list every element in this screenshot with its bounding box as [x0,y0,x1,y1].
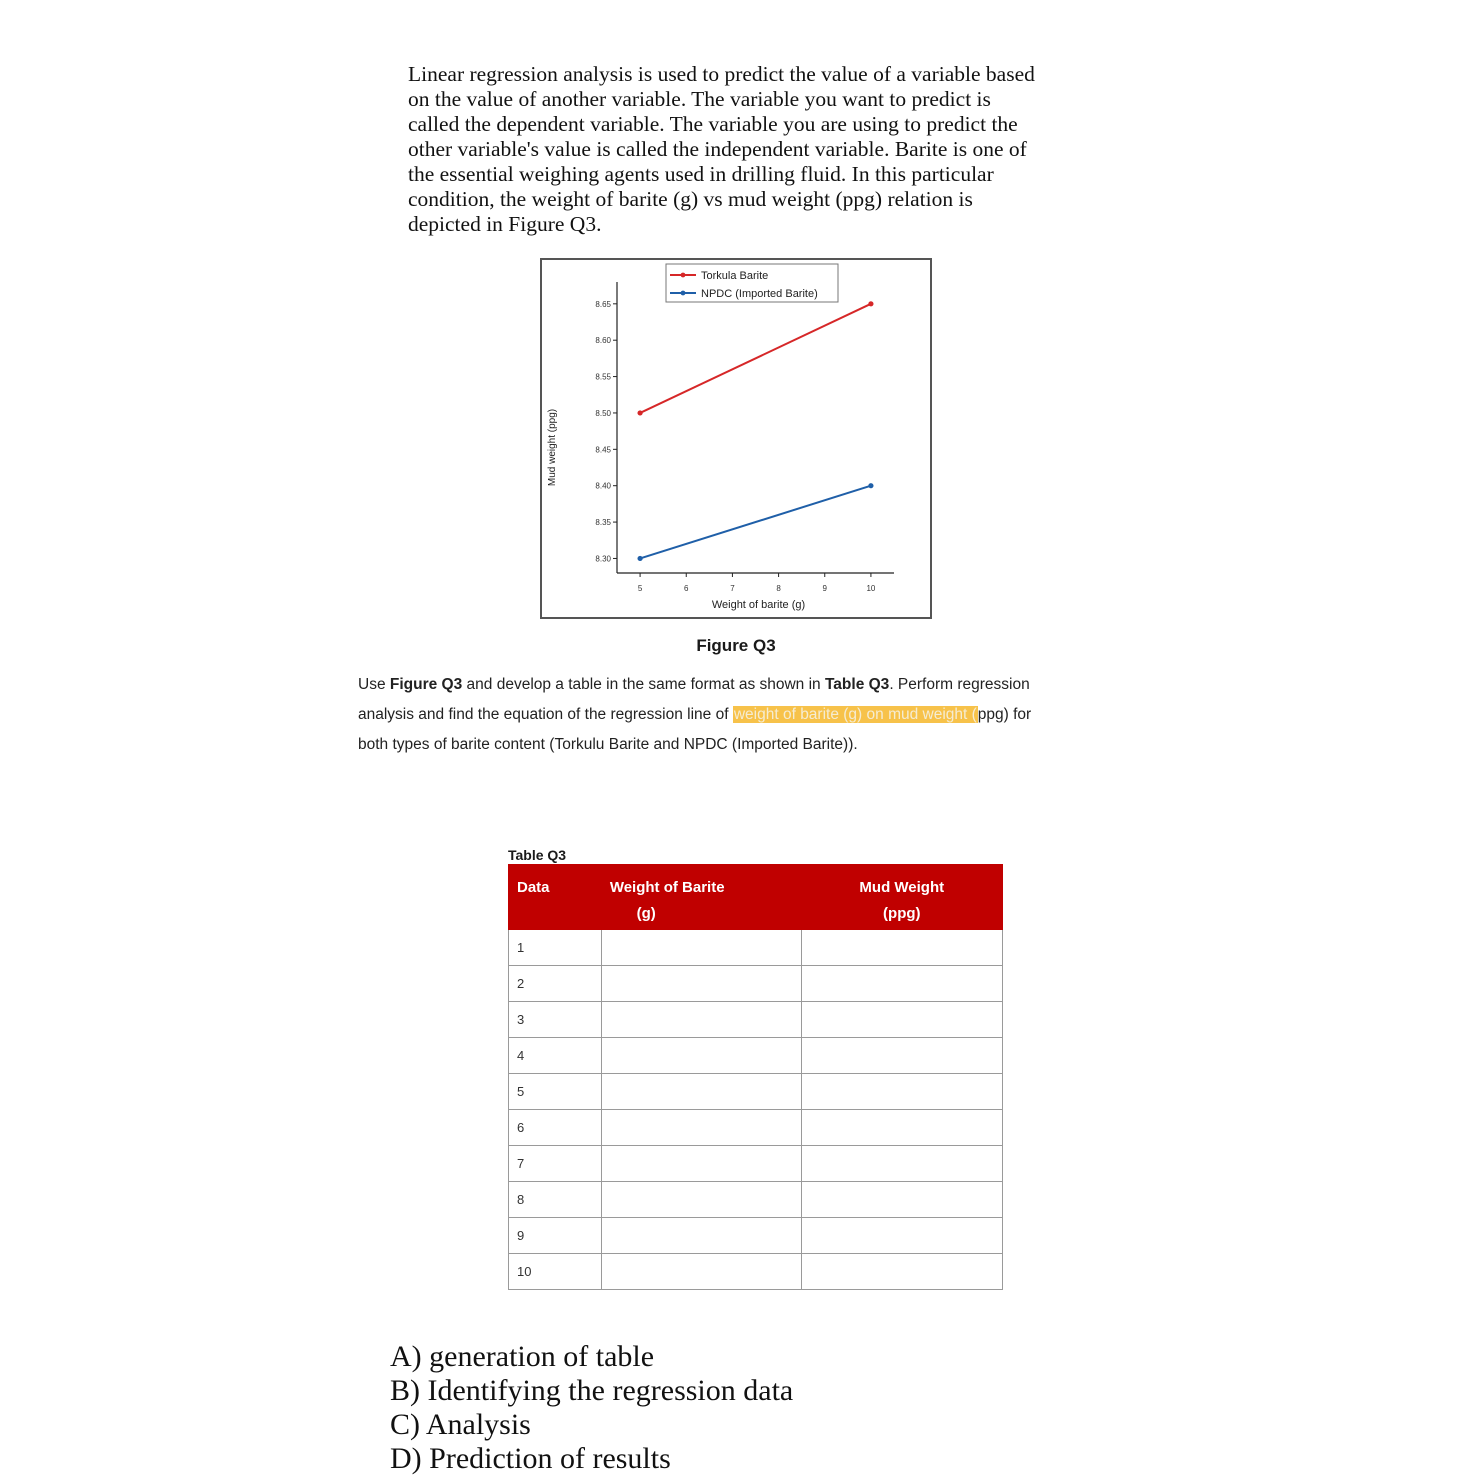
cell-mud-weight-input[interactable] [801,1146,1002,1182]
cell-weight-input[interactable] [601,1218,801,1254]
cell-data-index: 2 [509,966,602,1002]
header-data: Data [509,865,602,930]
x-tick-label: 5 [637,584,643,593]
intro-line: the essential weighing agents used in drilling fluid. In this particular [408,162,994,186]
legend-marker-1 [681,291,686,296]
intro-line: other variable's value is called the independent variable. Barite is one of [408,137,1027,161]
cell-mud-weight-input[interactable] [801,1182,1002,1218]
y-tick-label: 8.55 [595,372,611,382]
cell-mud-weight-input[interactable] [801,1038,1002,1074]
cell-data-index: 5 [509,1074,602,1110]
instruction-line-1: Use Figure Q3 and develop a table in the same format as shown in Table Q3. Perform regression [358,676,1030,693]
y-tick-label: 8.60 [595,336,611,346]
header-mud-weight: Mud Weight (ppg) [801,865,1002,930]
cell-data-index: 10 [509,1254,602,1290]
cell-data-index: 7 [509,1146,602,1182]
data-point [637,556,642,561]
legend-marker-0 [681,273,686,278]
figure-q3-chart [540,258,932,619]
x-tick-label: 7 [730,584,735,593]
cell-data-index: 9 [509,1218,602,1254]
y-tick-label: 8.35 [595,518,611,528]
chart-svg [542,260,930,617]
data-point [868,483,873,488]
table-body [509,930,1003,1290]
instruction-line-2: analysis and find the equation of the regression line of weight of barite (g) on mud weight (ppg) for [358,706,1032,723]
y-tick-label: 8.40 [595,481,611,491]
cell-mud-weight-input[interactable] [801,1218,1002,1254]
x-tick-label: 8 [776,584,781,593]
cell-weight-input[interactable] [601,1002,801,1038]
intro-line: condition, the weight of barite (g) vs mud weight (ppg) relation is [408,187,973,211]
cell-weight-input[interactable] [601,1254,801,1290]
y-tick-label: 8.50 [595,408,611,418]
cell-mud-weight-input[interactable] [801,966,1002,1002]
header-weight-of-barite: Weight of Barite (g) [601,865,801,930]
option-b: B) Identifying the regression data [390,1374,794,1407]
table-row [509,1038,1003,1074]
y-tick-label: 8.45 [595,445,611,455]
answer-options [390,1340,793,1476]
cell-data-index: 1 [509,930,602,966]
table-q3 [508,864,1003,1290]
cell-mud-weight-input[interactable] [801,1074,1002,1110]
cell-weight-input[interactable] [601,1110,801,1146]
y-tick-label: 8.65 [595,299,611,309]
legend-label: NPDC (Imported Barite) [701,288,818,300]
legend-label: Torkula Barite [701,270,769,282]
table-row [509,1002,1003,1038]
table-row [509,1218,1003,1254]
cell-weight-input[interactable] [601,966,801,1002]
cell-mud-weight-input[interactable] [801,930,1002,966]
cell-mud-weight-input[interactable] [801,1254,1002,1290]
x-tick-label: 10 [866,584,876,593]
intro-paragraph [408,62,1080,237]
figure-caption: Figure Q3 [696,636,776,655]
cell-data-index: 4 [509,1038,602,1074]
cell-data-index: 3 [509,1002,602,1038]
table-row [509,1146,1003,1182]
table-row [509,1182,1003,1218]
y-tick-label: 8.30 [595,554,611,564]
instruction-paragraph [358,670,1118,760]
cell-weight-input[interactable] [601,1146,801,1182]
x-tick-label: 6 [684,584,689,593]
table-caption: Table Q3 [508,847,567,863]
cell-weight-input[interactable] [601,1182,801,1218]
intro-line: depicted in Figure Q3. [408,212,602,236]
data-point [868,301,873,306]
instruction-line-3: both types of barite content (Torkulu Barite and NPDC (Imported Barite)). [358,736,858,753]
table-row [509,1110,1003,1146]
table-row [509,1254,1003,1290]
x-tick-label: 9 [822,584,827,593]
x-axis-label: Weight of barite (g) [711,599,806,611]
cell-data-index: 8 [509,1182,602,1218]
option-c: C) Analysis [390,1408,531,1441]
cell-weight-input[interactable] [601,1074,801,1110]
cell-data-index: 6 [509,1110,602,1146]
cell-mud-weight-input[interactable] [801,1110,1002,1146]
data-point [637,410,642,415]
intro-line: Linear regression analysis is used to predict the value of a variable based [408,62,1035,86]
series-line-0 [640,304,871,413]
cell-weight-input[interactable] [601,1038,801,1074]
highlighted-text: weight of barite (g) on mud weight ( [733,706,977,723]
cell-mud-weight-input[interactable] [801,1002,1002,1038]
option-d: D) Prediction of results [390,1442,671,1475]
intro-line: on the value of another variable. The variable you want to predict is [408,87,991,111]
cell-weight-input[interactable] [601,930,801,966]
intro-line: called the dependent variable. The variable you are using to predict the [408,112,1018,136]
table-row [509,1074,1003,1110]
y-axis-label: Mud weight (ppg) [547,408,558,487]
option-a: A) generation of table [390,1340,655,1373]
table-row [509,930,1003,966]
series-line-1 [640,486,871,559]
table-row [509,966,1003,1002]
